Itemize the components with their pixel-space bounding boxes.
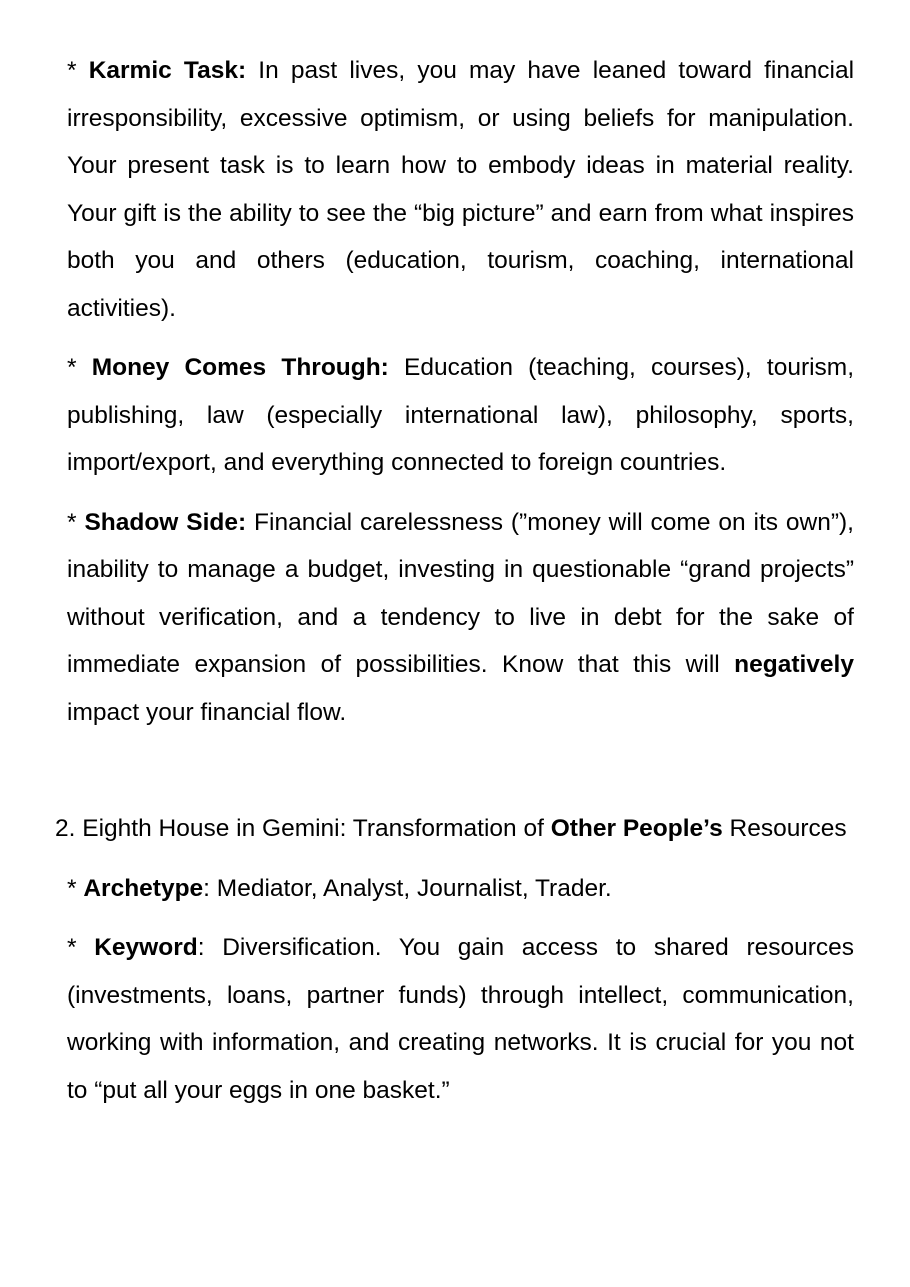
archetype-paragraph	[55, 865, 854, 913]
shadow-side-label: Shadow Side:	[84, 508, 247, 536]
keyword-text: : Diversification. You gain access to shared resources (investments, loans, partner funds) through intellect, communication, working with information, and creating networks. It is crucial for you not to “put all your eggs in one basket.”	[67, 934, 855, 1104]
shadow-side-paragraph	[55, 499, 854, 737]
section-spacer	[55, 748, 854, 805]
archetype-label: Archetype	[83, 874, 204, 902]
money-comes-through-text: Education (teaching, courses), tourism, publishing, law (especially international law), philosophy, sports, import/export, and everything connected to foreign countries.	[67, 354, 855, 476]
heading-prefix: 2. Eighth House in Gemini: Transformation of	[55, 815, 551, 842]
heading-suffix: Resources	[722, 815, 847, 842]
bullet-marker: *	[67, 508, 85, 536]
bullet-marker: *	[67, 934, 95, 961]
shadow-side-text: Financial carelessness (”money will come on its own”), inability to manage a budget, investing in questionable “grand projects” without verification, and a tendency to live in debt for the sake of immediate expansion of possibilities. Know that this will	[67, 508, 854, 678]
shadow-side-emphasis: negatively	[734, 651, 854, 678]
karmic-task-paragraph	[55, 47, 854, 332]
heading-bold: Other People’s	[550, 815, 723, 842]
karmic-task-text: In past lives, you may have leaned toward financial irresponsibility, excessive optimism, or using beliefs for manipulation. Your present task is to learn how to embody ideas in material reality. Your gift is the ability to see the “big picture” and earn from what inspires both you and others (education, tourism, coaching, international activities).	[67, 57, 855, 322]
keyword-paragraph	[55, 924, 854, 1114]
keyword-label: Keyword	[94, 934, 198, 961]
karmic-task-label: Karmic Task:	[88, 57, 247, 84]
shadow-side-text-end: impact your financial flow.	[67, 698, 347, 726]
archetype-text: : Mediator, Analyst, Journalist, Trader.	[203, 874, 612, 902]
money-comes-through-paragraph	[55, 344, 854, 487]
bullet-marker: *	[67, 874, 84, 902]
bullet-marker: *	[67, 57, 89, 84]
section-heading	[55, 805, 854, 853]
document-page	[55, 47, 854, 1126]
bullet-marker: *	[67, 354, 92, 381]
money-comes-through-label: Money Comes Through:	[91, 354, 389, 381]
